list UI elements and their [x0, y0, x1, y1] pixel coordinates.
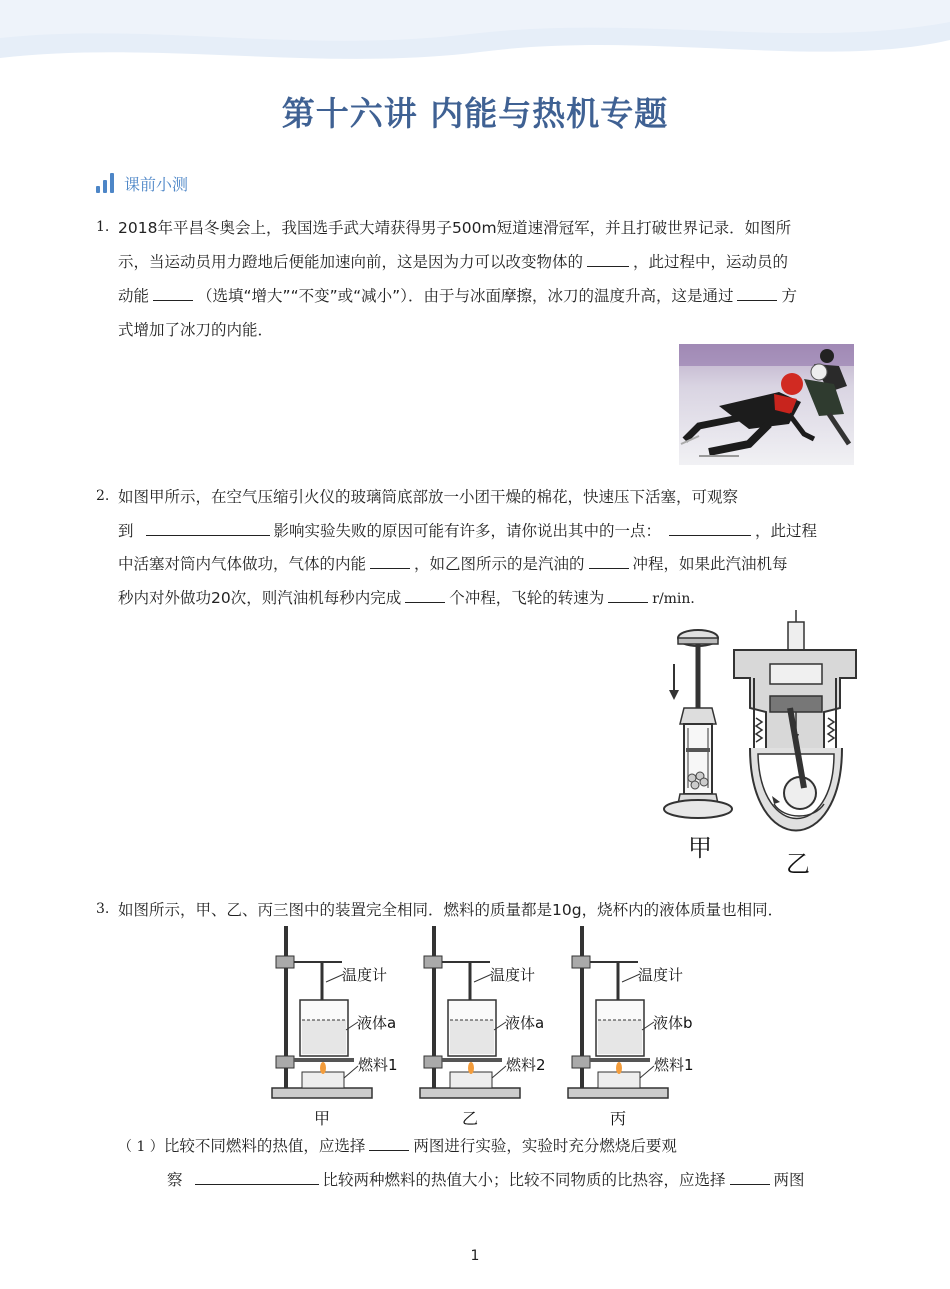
figure-caption: 丙 [610, 1109, 627, 1128]
section-label: 课前小测 [124, 174, 189, 194]
apparatus-set [568, 926, 694, 1128]
question-text: 察 比较两种燃料的热值大小；比较不同物质的比热容，应选择 两图 [167, 1171, 805, 1189]
question-text: 如图甲所示，在空气压缩引火仪的玻璃筒底部放一小团干燥的棉花，快速压下活塞，可观察 [118, 488, 739, 506]
apparatus-set [420, 926, 546, 1128]
answer-blank[interactable] [405, 588, 445, 603]
air-compression-igniter-figure [660, 628, 740, 863]
heating-apparatus-figure [262, 922, 712, 1130]
apparatus-set [272, 926, 398, 1128]
fuel-label: 燃料2 [506, 1056, 546, 1074]
question-text: （ 1 ）比较不同燃料的热值，应选择 两图进行实验，实验时充分燃烧后要观 [118, 1137, 677, 1155]
answer-blank[interactable] [587, 252, 629, 267]
fuel-label: 燃料1 [654, 1056, 694, 1074]
thermometer-label: 温度计 [638, 966, 684, 984]
question-text: 如图所示，甲、乙、丙三图中的装置完全相同．燃料的质量都是10g，烧杯内的液体质量也相同． [118, 901, 784, 919]
gasoline-engine-figure [730, 608, 860, 880]
section-header [96, 170, 188, 196]
answer-blank[interactable] [146, 521, 270, 536]
answer-blank[interactable] [370, 554, 410, 569]
figure-caption: 乙 [786, 850, 810, 878]
answer-blank[interactable] [589, 554, 629, 569]
speed-skater-photo [679, 344, 854, 465]
figure-caption: 乙 [462, 1109, 479, 1128]
question-number: 2. [96, 488, 110, 504]
figure-caption: 甲 [314, 1109, 331, 1128]
thermometer-label: 温度计 [342, 966, 388, 984]
answer-blank[interactable] [730, 1170, 770, 1185]
answer-blank[interactable] [608, 588, 648, 603]
page-title: 第十六讲 内能与热机专题 [281, 94, 669, 133]
page-number: 1 [470, 1248, 480, 1264]
fuel-label: 燃料1 [358, 1056, 398, 1074]
liquid-label: 液体b [653, 1014, 693, 1032]
question-text: 中活塞对筒内气体做功，气体的内能 ，如乙图所示的是汽油的 冲程，如果此汽油机每 [118, 555, 788, 573]
header-wave [0, 0, 950, 80]
answer-blank[interactable] [195, 1170, 319, 1185]
question-text: 秒内对外做功20次，则汽油机每秒内完成 个冲程，飞轮的转速为 r/min． [118, 589, 705, 607]
thermometer-label: 温度计 [490, 966, 536, 984]
question-text: 动能 （选填“增大”“不变”或“减小”）．由于与冰面摩擦，冰刀的温度升高，这是通过 方 [118, 287, 797, 305]
question-text: 式增加了冰刀的内能． [118, 321, 274, 339]
question-text: 2018年平昌冬奥会上，我国选手武大靖获得男子500m短道速滑冠军，并且打破世界记录．如图所 [118, 219, 792, 237]
liquid-label: 液体a [357, 1014, 397, 1032]
answer-blank[interactable] [669, 521, 751, 536]
question-number: 3. [96, 901, 110, 917]
question-text: 到 影响实验失败的原因可能有许多，请你说出其中的一点： ，此过程 [118, 522, 818, 540]
answer-blank[interactable] [737, 286, 777, 301]
figure-caption: 甲 [688, 834, 712, 862]
answer-blank[interactable] [153, 286, 193, 301]
question-number: 1. [96, 219, 110, 235]
answer-blank[interactable] [369, 1136, 409, 1151]
question-text: 示，当运动员用力蹬地后便能加速向前，这是因为力可以改变物体的 ，此过程中，运动员的 [118, 253, 789, 271]
liquid-label: 液体a [505, 1014, 545, 1032]
bar-chart-icon [96, 173, 114, 193]
